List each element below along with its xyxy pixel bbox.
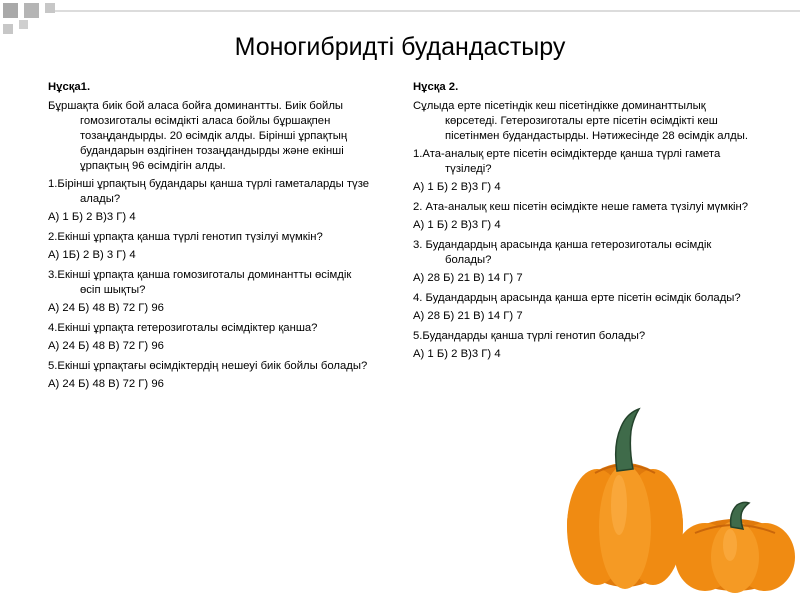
- variant-2-answers-5: А) 1 Б) 2 В)3 Г) 4: [413, 348, 501, 360]
- variant-1-question-5: 5.Екінші ұрпақтағы өсімдіктердің нешеуі биік бойлы болады?: [48, 360, 368, 372]
- variant-2-question-1: 1.Ата-аналық ерте пісетін өсімдіктерде қанша түрлі гамета түзіледі?: [413, 148, 721, 175]
- variant-2-answers-1: А) 1 Б) 2 В)3 Г) 4: [413, 181, 501, 193]
- variant-1-answers-5: А) 24 Б) 48 В) 72 Г) 96: [48, 378, 164, 390]
- variant-2-heading: Нұсқа 2.: [413, 81, 459, 93]
- variant-2-question-4: 4. Будандардың арасында қанша ерте пісетін өсімдік болады?: [413, 292, 741, 304]
- variant-2-question-3: 3. Будандардың арасында қанша гетерозиготалы өсімдік болады?: [413, 239, 712, 266]
- variant-1-problem: Бұршақта биік бой аласа бойға доминантты. Биік бойлы гомозиготалы өсімдікті аласа бойлы бұршақпен тозаңдандырды. 20 өсімдік алды. Бірінші ұрпақтың будандарын өздігінен тозаңдандырды және екінші ұрпақтың 96 өсімдігін алды.: [48, 100, 348, 172]
- variant-1-question-4: 4.Екінші ұрпақта гетерозиготалы өсімдіктер қанша?: [48, 322, 318, 334]
- tall-pumpkin: [567, 409, 683, 589]
- variant-1-heading: Нұсқа1.: [48, 81, 91, 93]
- variant-1-question-1: 1.Бірінші ұрпақтың будандары қанша түрлі гаметаларды түзе алады?: [48, 178, 370, 205]
- pumpkins-illustration: [555, 405, 795, 595]
- deco-square-2: [24, 3, 39, 18]
- variant-2-answers-4: А) 28 Б) 21 В) 14 Г) 7: [413, 310, 523, 322]
- variant-1-question-3: 3.Екінші ұрпақта қанша гомозиготалы доминантты өсімдік өсіп шықты?: [48, 269, 352, 296]
- flat-pumpkin: [675, 502, 795, 593]
- tall-pumpkin-stem: [616, 409, 639, 471]
- variant-2-problem: Сұлыда ерте пісетіндік кеш пісетіндікке доминанттылық көрсетеді. Гетерозиготалы ерте пісетін өсімдікті кеш пісетінмен будандастырды. Нәтижесінде 28 өсімдік алды.: [413, 100, 748, 142]
- variant-1-question-2: 2.Екінші ұрпақта қанша түрлі генотип түзілуі мүмкін?: [48, 231, 323, 243]
- variant-2-column: [413, 80, 758, 367]
- variant-1-answers-3: А) 24 Б) 48 В) 72 Г) 96: [48, 302, 164, 314]
- deco-square-3: [45, 3, 55, 13]
- page-title: Моногибридті будандастыру: [234, 33, 566, 61]
- variant-1-answers-4: А) 24 Б) 48 В) 72 Г) 96: [48, 340, 164, 352]
- variant-1-column: [48, 80, 373, 397]
- deco-square-1: [3, 3, 18, 18]
- variant-2-answers-2: А) 1 Б) 2 В)3 Г) 4: [413, 219, 501, 231]
- variant-2-question-2: 2. Ата-аналық кеш пісетін өсімдікте неше гамета түзілуі мүмкін?: [413, 201, 749, 213]
- variant-1-answers-2: А) 1Б) 2 В) 3 Г) 4: [48, 249, 136, 261]
- variant-2-answers-3: А) 28 Б) 21 В) 14 Г) 7: [413, 272, 523, 284]
- deco-square-5: [19, 20, 28, 29]
- variant-2-question-5: 5.Будандарды қанша түрлі генотип болады?: [413, 330, 646, 342]
- variant-1-answers-1: А) 1 Б) 2 В)3 Г) 4: [48, 211, 136, 223]
